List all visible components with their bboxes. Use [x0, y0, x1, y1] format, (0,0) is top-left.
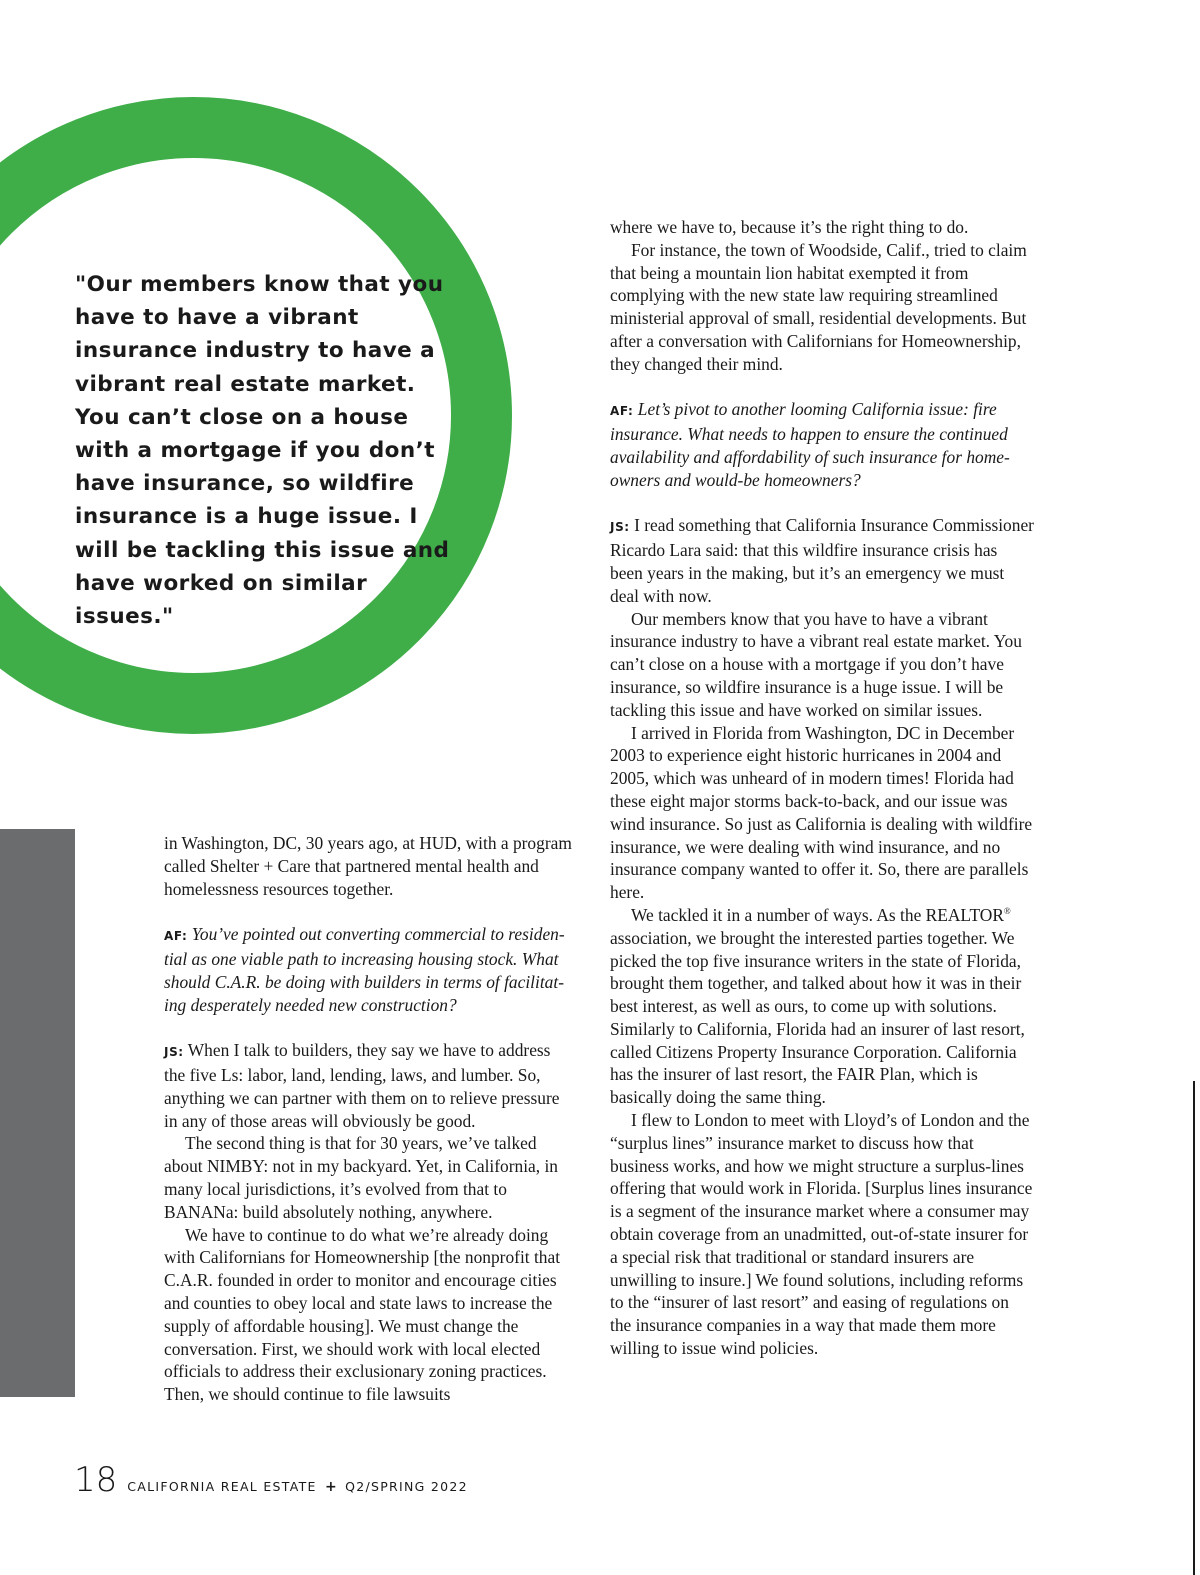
interview-answer	[610, 514, 1034, 607]
paragraph: The second thing is that for 30 years, we’ve talked about NIMBY: not in my backyard. Yet, in California, in many local jurisdictions, it’s evolved from that to BANANa: build absolutely nothing, anywhere.	[164, 1133, 558, 1222]
registered-mark: ®	[1003, 906, 1011, 917]
paragraph: where we have to, because it’s the right thing to do.	[610, 217, 969, 237]
speaker-tag: AF:	[610, 404, 634, 419]
answer-text: I read something that California Insurance Commissioner Ricardo Lara said: that this wildfire insurance crisis has been years in the making, but it’s an emergency we must deal with now.	[610, 515, 1034, 606]
question-text: You’ve pointed out converting commercial to residential as one viable path to increasing housing stock. What should C.A.R. be doing with builders in terms of facilitating desperately needed new construction?	[164, 924, 565, 1015]
paragraph-text: association, we brought the interested parties together. We picked the top five insurance writers in the state of Florida, brought them together, and talked about how it was in their best interest, as well as ours, to come up with solutions. Similarly to California, Florida had an insurer of last resort, called Citizens Property Insurance Corporation. California has the insurer of last resort, the FAIR Plan, which is basically doing the same thing.	[610, 927, 1025, 1108]
paragraph: We have to continue to do what we’re already doing with Californians for Homeownership [the nonprofit that C.A.R. founded in order to monitor and encourage cities and counties to obey local and state laws to increase the supply of affordable housing]. We must change the conversation. First, we should work with local elected officials to address their exclusionary zoning practices. Then, we should continue to file lawsuits	[164, 1224, 561, 1405]
speaker-tag: JS:	[610, 520, 630, 535]
page-number: 18	[74, 1460, 118, 1500]
interview-question	[610, 398, 1034, 491]
publication-name	[127, 1479, 468, 1494]
article-column-left	[164, 832, 576, 1406]
answer-text: When I talk to builders, they say we have to address the five Ls: labor, land, lending, laws, and lumber. So, anything we can partner with them on to relieve pressure in any of those areas will obviously be good.	[164, 1040, 560, 1131]
paragraph: For instance, the town of Woodside, Calif., tried to claim that being a mountain lion habitat exempted it from complying with the new state law requiring streamlined ministerial approval of small, residential developments. But after a conversation with Californians for Homeownership, they changed their mind.	[610, 239, 1027, 374]
paragraph: I arrived in Florida from Washington, DC in December 2003 to experience eight historic hurricanes in 2004 and 2005, which was unheard of in modern times! Florida had these eight major storms back-to-back, and our issue was wind insurance. So just as California is dealing with wildfire insurance, we were dealing with wind insurance, and no insurance company wanted to offer it. So, there are parallels here.	[610, 722, 1033, 903]
paragraph: in Washington, DC, 30 years ago, at HUD, with a program called Shelter + Care that partnered mental health and homelessness resources together.	[164, 833, 572, 899]
right-edge-rule	[1193, 1081, 1195, 1575]
speaker-tag: AF:	[164, 929, 188, 944]
interview-question	[164, 923, 576, 1016]
article-column-right	[610, 216, 1034, 1360]
magazine-title: CALIFORNIA REAL ESTATE	[127, 1479, 317, 1494]
question-text: Let’s pivot to another looming California issue: fire insurance. What needs to happen to ensure the continued availability and affordability of such insurance for homeowners and would-be homeowners?	[610, 399, 1010, 490]
plus-separator: +	[325, 1479, 337, 1495]
pull-quote: "Our members know that you have to have a vibrant insurance industry to have a vibrant real estate market. You can’t close on a house with a mortgage if you don’t have insurance, so wildfire insurance is a huge issue. I will be tackling this issue and have worked on similar issues."	[75, 272, 450, 630]
speaker-tag: JS:	[164, 1045, 184, 1060]
interview-answer	[164, 1039, 576, 1132]
paragraph: I flew to London to meet with Lloyd’s of London and the “surplus lines” insurance market to discuss how that business works, and how we might structure a surplus-lines offering that would work in Florida. [Surplus lines insurance is a segment of the insurance market where a consumer may obtain coverage from an unadmitted, out-of-state insurer for a special risk that traditional or standard insurers are unwilling to insure.] We found solutions, including reforms to the “insurer of last resort” and easing of regulations on the insurance companies in a way that made them more willing to issue wind policies.	[610, 1110, 1033, 1359]
issue-label: Q2/SPRING 2022	[345, 1479, 468, 1494]
gray-side-bar	[0, 829, 75, 1397]
paragraph-text: We tackled it in a number of ways. As the REALTOR	[631, 904, 1004, 925]
paragraph: Our members know that you have to have a vibrant insurance industry to have a vibrant real estate market. You can’t close on a house with a mortgage if you don’t have insurance, so wildfire insurance is a huge issue. I will be tackling this issue and have worked on similar issues.	[610, 608, 1022, 720]
paragraph	[610, 904, 1034, 1109]
page-footer	[74, 1460, 468, 1500]
